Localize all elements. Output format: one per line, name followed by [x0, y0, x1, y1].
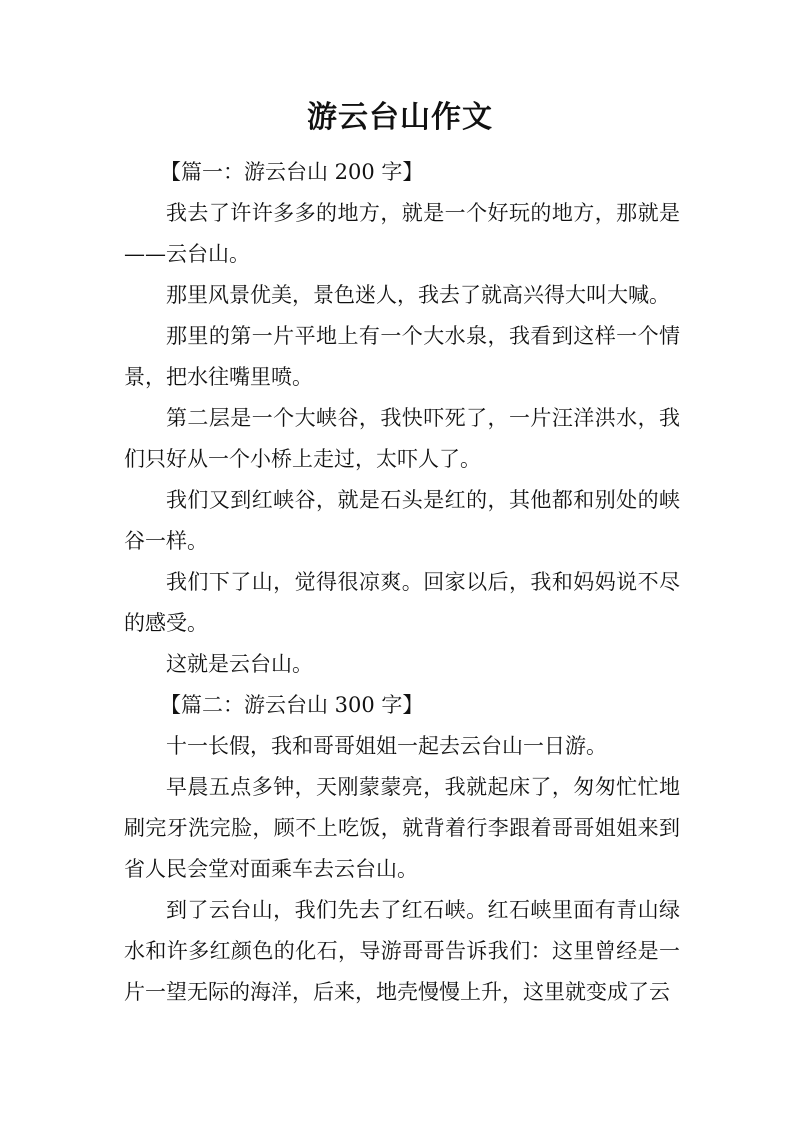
paragraph: 第二层是一个大峡谷，我快吓死了，一片汪洋洪水，我们只好从一个小桥上走过，太吓人了。 — [124, 406, 680, 471]
document-body — [124, 152, 680, 1013]
document-title: 游云台山作文 — [307, 100, 493, 135]
paragraph: 到了云台山，我们先去了红石峡。红石峡里面有青山绿水和许多红颜色的化石，导游哥哥告诉我们：这里曾经是一片一望无际的海洋，后来，地壳慢慢上升，这里就变成了云 — [124, 898, 680, 1004]
section-heading-2: 【篇二：游云台山 300 字】 — [160, 693, 424, 717]
paragraph: 那里风景优美，景色迷人，我去了就高兴得大叫大喊。 — [166, 283, 670, 307]
paragraph: 我们又到红峡谷，就是石头是红的，其他都和别处的峡谷一样。 — [124, 488, 680, 553]
section-heading-1: 【篇一：游云台山 200 字】 — [160, 160, 424, 184]
paragraph: 我们下了山，觉得很凉爽。回家以后，我和妈妈说不尽的感受。 — [124, 570, 680, 635]
paragraph: 十一长假，我和哥哥姐姐一起去云台山一日游。 — [166, 734, 607, 758]
paragraph: 我去了许许多多的地方，就是一个好玩的地方，那就是——云台山。 — [124, 201, 680, 266]
paragraph: 这就是云台山。 — [166, 652, 313, 676]
paragraph: 那里的第一片平地上有一个大水泉，我看到这样一个情景，把水往嘴里喷。 — [124, 324, 680, 389]
paragraph: 早晨五点多钟，天刚蒙蒙亮，我就起床了，匆匆忙忙地刷完牙洗完脸，顾不上吃饭，就背着行李跟着哥哥姐姐来到省人民会堂对面乘车去云台山。 — [124, 775, 680, 881]
